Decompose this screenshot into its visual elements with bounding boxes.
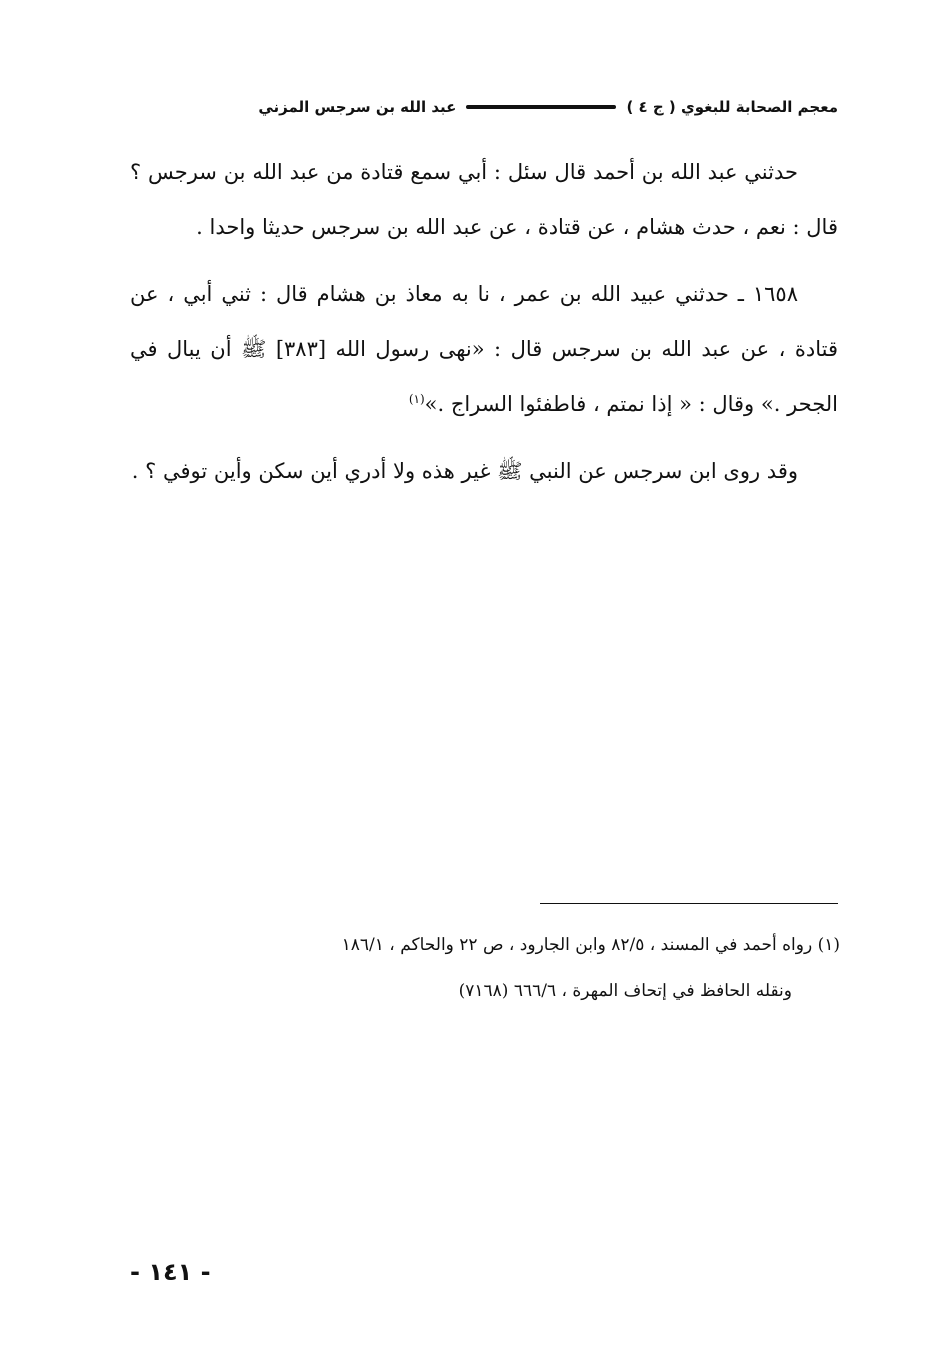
paragraph-3-text: وقد روى ابن سرجس عن النبي ﷺ غير هذه ولا أدري أين سكن وأين توفي ؟ .	[131, 459, 798, 483]
chapter-title: عبد الله بن سرجس المزني	[258, 98, 457, 116]
footnote-separator	[540, 903, 838, 904]
paragraph-1-text: حدثني عبد الله بن أحمد قال سئل : أبي سمع قتادة من عبد الله بن سرجس ؟ قال : نعم ، حدث هشام ، عن قتادة ، عن عبد الله بن سرجس حديثا واحدا .	[130, 160, 838, 239]
footnotes	[200, 922, 840, 1014]
footnote-line-2: ونقله الحافظ في إتحاف المهرة ، ٦٦٦/٦ (٧١٦٨)	[458, 981, 792, 1001]
paragraph-3	[130, 444, 838, 499]
footnote-reference: (١)	[408, 392, 425, 406]
page-number: - ١٤١ -	[130, 1258, 211, 1286]
paragraph-2	[130, 267, 838, 432]
book-title: معجم الصحابة للبغوي ( ج ٤ )	[626, 98, 838, 116]
paragraph-1	[130, 145, 838, 255]
footnote-line-1: (١) رواه أحمد في المسند ، ٨٢/٥ وابن الجارود ، ص ٢٢ والحاكم ، ١٨٦/١	[341, 935, 840, 955]
paragraph-2-text: ١٦٥٨ ـ حدثني عبيد الله بن عمر ، نا به معاذ بن هشام قال : ثني أبي ، عن قتادة ، عن عبد الله بن سرجس قال : «نهى رسول الله [٣٨٣] ﷺ أن يبال في الجحر .» وقال : « إذا نمتم ، فاطفئوا السراج .»	[130, 282, 838, 416]
running-header	[130, 90, 838, 124]
header-rule	[466, 105, 616, 109]
main-text	[130, 145, 838, 511]
